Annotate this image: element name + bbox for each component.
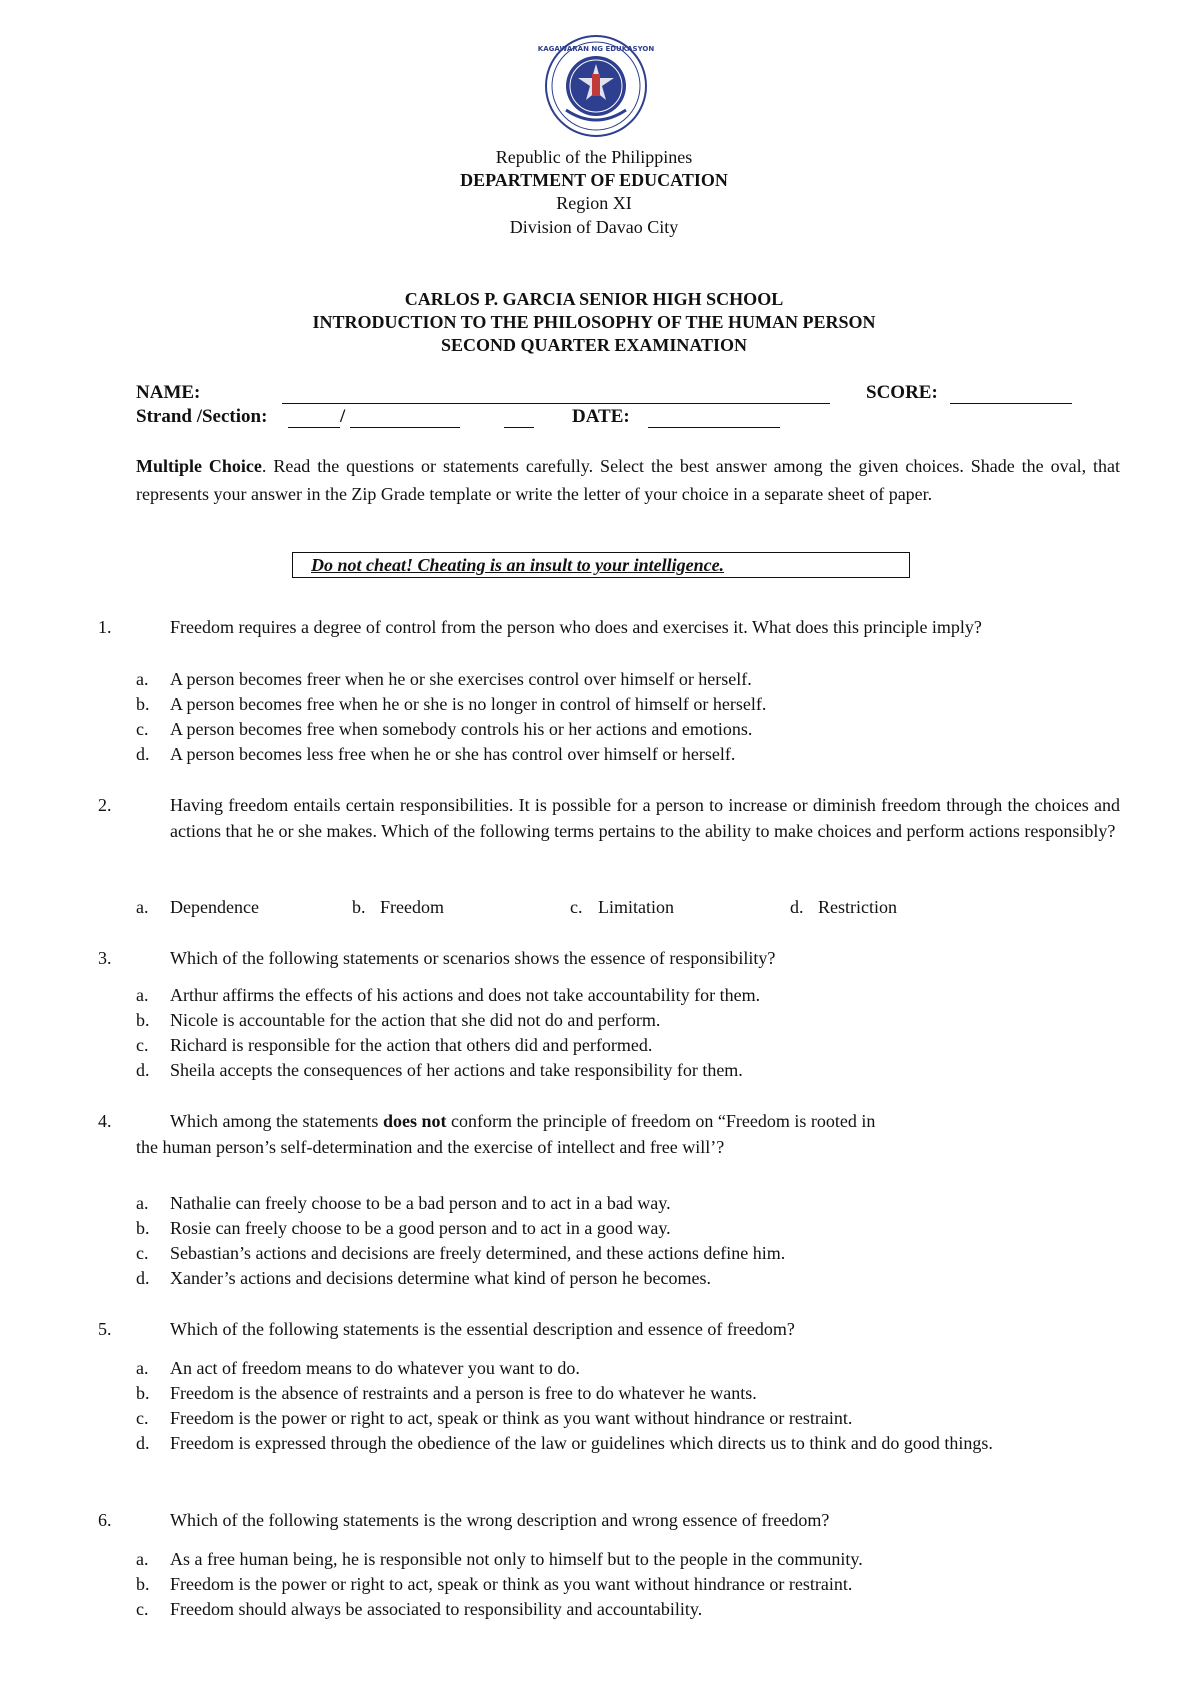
option-text: Sebastian’s actions and decisions are freely determined, and these actions define him. [170,1243,786,1263]
question-text: Which of the following statements is the wrong description and wrong essence of freedom? [170,1510,830,1530]
option-letter: a. [136,1193,149,1213]
svg-text:KAGAWARAN NG EDUKASYON: KAGAWARAN NG EDUKASYON [537,45,655,53]
option-letter: c. [136,719,149,739]
question-number: 3. [98,948,112,968]
option-letter: b. [136,1574,150,1594]
option-text: Restriction [818,897,897,917]
option-letter: b. [136,1383,150,1403]
option-letter: b. [136,1218,150,1238]
option-letter: d. [136,1433,150,1453]
date-field-line[interactable] [648,427,780,428]
option-text: Sheila accepts the consequences of her actions and take responsibility for them. [170,1060,743,1080]
option-letter: c. [136,1408,149,1428]
division-line: Division of Davao City [509,217,679,237]
question-text-part: conform the principle of freedom on “Freedom is rooted in [446,1111,876,1131]
option-text: Dependence [170,897,259,917]
question-number: 6. [98,1510,112,1530]
option-letter: c. [570,897,583,917]
instructions-lead: Multiple Choice [136,456,262,476]
option-text: Freedom is the absence of restraints and a person is free to do whatever he wants. [170,1383,757,1403]
score-label: SCORE: [866,382,938,403]
option-text: Rosie can freely choose to be a good person and to act in a good way. [170,1218,671,1238]
instructions [136,452,1120,508]
option-letter: c. [136,1243,149,1263]
option-text: A person becomes free when somebody controls his or her actions and emotions. [170,719,753,739]
option-text: Arthur affirms the effects of his actions and does not take accountability for them. [170,985,761,1005]
question-text: Which of the following statements or scenarios shows the essence of responsibility? [170,948,776,968]
section-field-line[interactable] [350,427,460,428]
date-label: DATE: [572,406,630,427]
question-number: 4. [98,1111,112,1131]
question-number: 2. [98,795,112,815]
option-text: Richard is responsible for the action that others did and performed. [170,1035,653,1055]
option-letter: c. [136,1599,149,1619]
option-text: A person becomes less free when he or she has control over himself or herself. [170,744,736,764]
option-text: Limitation [598,897,674,917]
deped-seal-logo [537,34,655,138]
option-text: Freedom is expressed through the obedience of the law or guidelines which directs us to think and do good things. [170,1433,993,1453]
option-letter: d. [136,1268,150,1288]
warning-text: Do not cheat! Cheating is an insult to your intelligence. [311,555,725,575]
option-text: Freedom is the power or right to act, speak or think as you want without hindrance or restraint. [170,1574,853,1594]
score-field-line[interactable] [950,403,1072,404]
option-letter: a. [136,985,149,1005]
option-letter: a. [136,897,149,917]
question-number: 5. [98,1319,112,1339]
option-letter: a. [136,669,149,689]
question-text [170,1108,1120,1134]
question-text-line2: the human person’s self-determination and the exercise of intellect and free will’? [136,1137,725,1157]
exam-title: SECOND QUARTER EXAMINATION [440,335,748,355]
strand-separator: / [340,406,346,427]
question-number: 1. [98,617,112,637]
option-text: Xander’s actions and decisions determine what kind of person he becomes. [170,1268,712,1288]
option-letter: b. [136,1010,150,1030]
extra-field-line[interactable] [504,427,534,428]
question-emphasis: does not [382,1111,447,1131]
option-letter: d. [136,744,150,764]
republic-line: Republic of the Philippines [495,147,693,167]
question-text-part: Which among the statements [170,1111,383,1131]
option-text: Freedom is the power or right to act, speak or think as you want without hindrance or restraint. [170,1408,853,1428]
question-text: Freedom requires a degree of control from the person who does and exercises it. What does this principle imply? [170,617,982,637]
instructions-text: . Read the questions or statements carefully. Select the best answer among the given choices. Shade the oval, that represents your answer in the Zip Grade template or write the letter of your choice in a separate sheet of paper. [136,456,1120,504]
strand-field-line[interactable] [288,427,340,428]
department-line: DEPARTMENT OF EDUCATION [460,170,728,190]
option-letter: a. [136,1549,149,1569]
question-text: Which of the following statements is the essential description and essence of freedom? [170,1319,795,1339]
option-letter: a. [136,1358,149,1378]
option-text: Freedom should always be associated to responsibility and accountability. [170,1599,703,1619]
option-text: A person becomes freer when he or she exercises control over himself or herself. [170,669,752,689]
option-letter: c. [136,1035,149,1055]
warning-box [292,552,910,578]
name-label: NAME: [136,382,201,403]
name-field-line[interactable] [282,403,830,404]
option-text: An act of freedom means to do whatever you want to do. [170,1358,580,1378]
subject-title: INTRODUCTION TO THE PHILOSOPHY OF THE HUMAN PERSON [312,312,876,332]
option-text: Nathalie can freely choose to be a bad person and to act in a bad way. [170,1193,671,1213]
option-letter: d. [136,1060,150,1080]
option-text: A person becomes free when he or she is no longer in control of himself or herself. [170,694,767,714]
option-text: As a free human being, he is responsible not only to himself but to the people in the community. [170,1549,863,1569]
option-text: Freedom [380,897,444,917]
strand-label: Strand /Section: [136,406,268,427]
school-name: CARLOS P. GARCIA SENIOR HIGH SCHOOL [404,289,784,309]
option-text: Nicole is accountable for the action that she did not do and perform. [170,1010,661,1030]
region-line: Region XI [556,193,632,213]
option-letter: b. [352,897,366,917]
question-text: Having freedom entails certain responsibilities. It is possible for a person to increase or diminish freedom through the choices and actions that he or she makes. Which of the following terms pertains to the ability to make choices and perform actions responsibly? [170,795,1120,841]
option-letter: d. [790,897,804,917]
option-letter: b. [136,694,150,714]
